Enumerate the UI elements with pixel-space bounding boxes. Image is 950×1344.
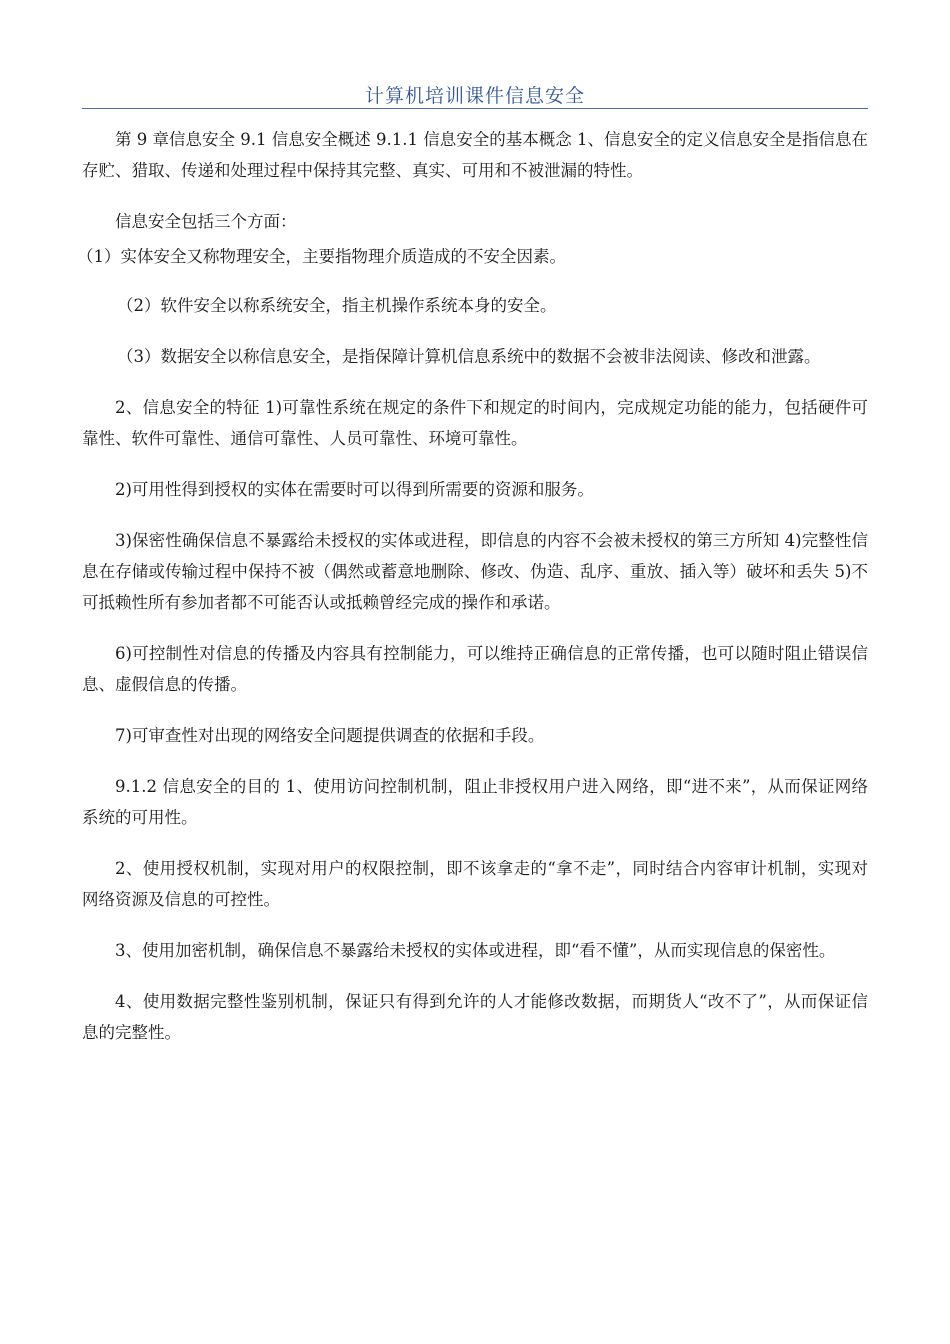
paragraph-confidentiality-integrity: 3)保密性确保信息不暴露给未授权的实体或进程，即信息的内容不会被未授权的第三方所知 4)完整性信息在存储或传输过程中保持不被（偶然或蓄意地删除、修改、伪造、乱序、重放、插入等）破坏和丢失 5)不可抵赖性所有参加者都不可能否认或抵赖曾经完成的操作和承诺。 (82, 531, 868, 612)
paragraph-software-security: （2）软件安全以称系统安全，指主机操作系统本身的安全。 (117, 296, 557, 315)
document-title: 计算机培训课件信息安全 (364, 85, 585, 107)
paragraph-reliability: 2、信息安全的特征 1)可靠性系统在规定的条件下和规定的时间内，完成规定功能的能力，包括硬件可靠性、软件可靠性、通信可靠性、人员可靠性、环境可靠性。 (82, 398, 868, 448)
paragraph-physical-security: （1）实体安全又称物理安全，主要指物理介质造成的不安全因素。 (77, 247, 566, 266)
paragraph-purpose-access-control: 9.1.2 信息安全的目的 1、使用访问控制机制，阻止非授权用户进入网络，即“进不来”，从而保证网络系统的可用性。 (82, 777, 868, 827)
paragraph-auditability: 7)可审查性对出现的网络安全问题提供调查的依据和手段。 (115, 726, 545, 745)
paragraph-purpose-encryption: 3、使用加密机制，确保信息不暴露给未授权的实体或进程，即“看不懂”，从而实现信息的保密性。 (115, 941, 836, 960)
paragraph-three-aspects-intro: 信息安全包括三个方面： (115, 212, 297, 231)
paragraph-availability: 2)可用性得到授权的实体在需要时可以得到所需要的资源和服务。 (115, 480, 594, 499)
paragraph-data-security: （3）数据安全以称信息安全，是指保障计算机信息系统中的数据不会被非法阅读、修改和泄露。 (117, 347, 821, 366)
paragraph-purpose-authorization: 2、使用授权机制，实现对用户的权限控制，即不该拿走的“拿不走”，同时结合内容审计机制，实现对网络资源及信息的可控性。 (82, 859, 868, 909)
paragraph-purpose-integrity: 4、使用数据完整性鉴别机制，保证只有得到允许的人才能修改数据，而期货人“改不了”，从而保证信息的完整性。 (82, 992, 868, 1042)
paragraph-overview: 第 9 章信息安全 9.1 信息安全概述 9.1.1 信息安全的基本概念 1、信息安全的定义信息安全是指信息在存贮、猎取、传递和处理过程中保持其完整、真实、可用和不被泄漏的特性。 (82, 130, 868, 180)
page-header (82, 78, 868, 109)
document-body (77, 124, 868, 1068)
paragraph-controllability: 6)可控制性对信息的传播及内容具有控制能力，可以维持正确信息的正常传播，也可以随时阻止错误信息、虚假信息的传播。 (82, 644, 868, 694)
